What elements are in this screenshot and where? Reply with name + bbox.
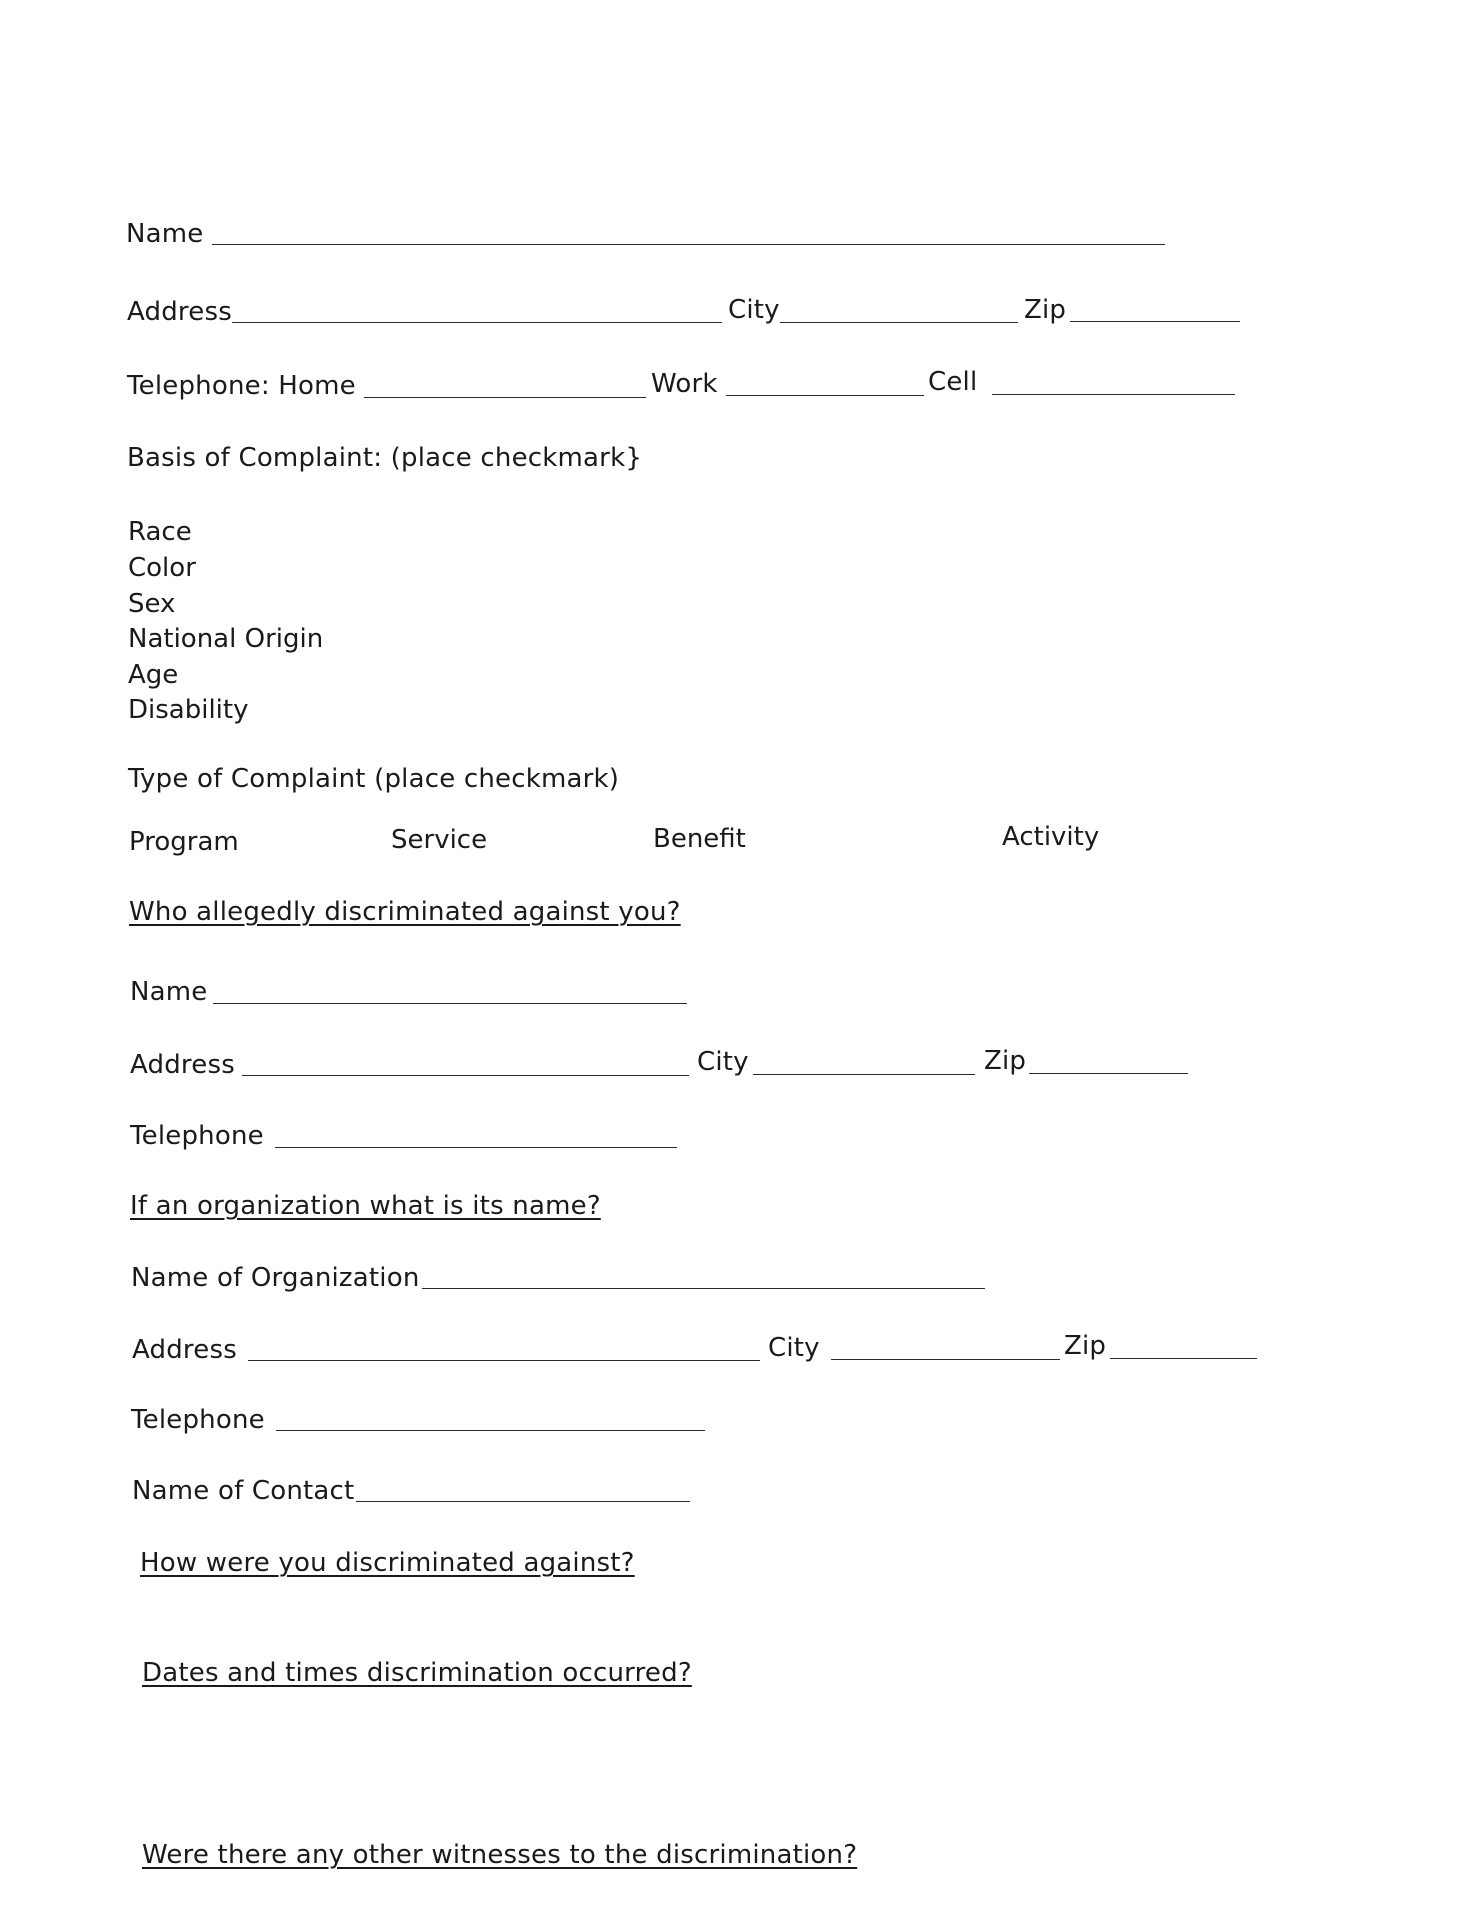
basis-heading: Basis of Complaint: (place checkmark} <box>127 443 643 473</box>
respondent-address-field[interactable] <box>242 1075 689 1076</box>
telephone-home-label: Telephone: Home <box>127 371 356 401</box>
respondent-zip-field[interactable] <box>1029 1073 1188 1074</box>
basis-option-disability[interactable]: Disability <box>128 695 249 725</box>
zip-field[interactable] <box>1070 321 1240 322</box>
organization-telephone-field[interactable] <box>276 1430 705 1431</box>
type-option-program[interactable]: Program <box>129 827 239 857</box>
organization-name-field[interactable] <box>422 1288 985 1289</box>
work-phone-field[interactable] <box>726 395 924 396</box>
basis-option-national-origin[interactable]: National Origin <box>128 624 324 654</box>
type-heading: Type of Complaint (place checkmark) <box>128 764 620 794</box>
type-option-service[interactable]: Service <box>391 825 488 855</box>
organization-city-label: City <box>768 1333 820 1363</box>
respondent-zip-label: Zip <box>984 1046 1027 1076</box>
organization-heading: If an organization what is its name? <box>130 1191 601 1221</box>
respondent-telephone-field[interactable] <box>275 1147 677 1148</box>
type-option-activity[interactable]: Activity <box>1002 822 1100 852</box>
respondent-address-label: Address <box>130 1050 235 1080</box>
city-label: City <box>728 295 780 325</box>
cell-label: Cell <box>928 367 978 397</box>
address-field[interactable] <box>232 322 722 323</box>
organization-address-label: Address <box>132 1335 237 1365</box>
respondent-heading: Who allegedly discriminated against you? <box>129 897 681 927</box>
respondent-city-label: City <box>697 1047 749 1077</box>
question-how: How were you discriminated against? <box>140 1548 635 1578</box>
respondent-name-label: Name <box>130 977 208 1007</box>
organization-contact-label: Name of Contact <box>132 1476 355 1506</box>
address-label: Address <box>127 297 232 327</box>
telephone-home-field[interactable] <box>364 397 646 398</box>
organization-contact-field[interactable] <box>356 1501 690 1502</box>
type-option-benefit[interactable]: Benefit <box>653 824 746 854</box>
zip-label: Zip <box>1024 295 1067 325</box>
name-field[interactable] <box>212 244 1165 245</box>
question-dates: Dates and times discrimination occurred? <box>142 1658 692 1688</box>
basis-option-color[interactable]: Color <box>128 553 196 583</box>
name-label: Name <box>126 219 204 249</box>
organization-city-field[interactable] <box>831 1359 1060 1360</box>
city-field[interactable] <box>780 322 1018 323</box>
respondent-name-field[interactable] <box>213 1003 687 1004</box>
question-witnesses: Were there any other witnesses to the discrimination? <box>142 1840 858 1870</box>
organization-zip-field[interactable] <box>1110 1358 1257 1359</box>
cell-phone-field[interactable] <box>992 394 1235 395</box>
basis-option-sex[interactable]: Sex <box>128 589 176 619</box>
basis-option-age[interactable]: Age <box>128 660 179 690</box>
organization-telephone-label: Telephone <box>131 1405 265 1435</box>
organization-name-label: Name of Organization <box>131 1263 420 1293</box>
work-label: Work <box>651 369 718 399</box>
respondent-telephone-label: Telephone <box>130 1121 264 1151</box>
organization-zip-label: Zip <box>1064 1331 1107 1361</box>
respondent-city-field[interactable] <box>753 1074 975 1075</box>
basis-option-race[interactable]: Race <box>128 517 192 547</box>
organization-address-field[interactable] <box>248 1360 760 1361</box>
